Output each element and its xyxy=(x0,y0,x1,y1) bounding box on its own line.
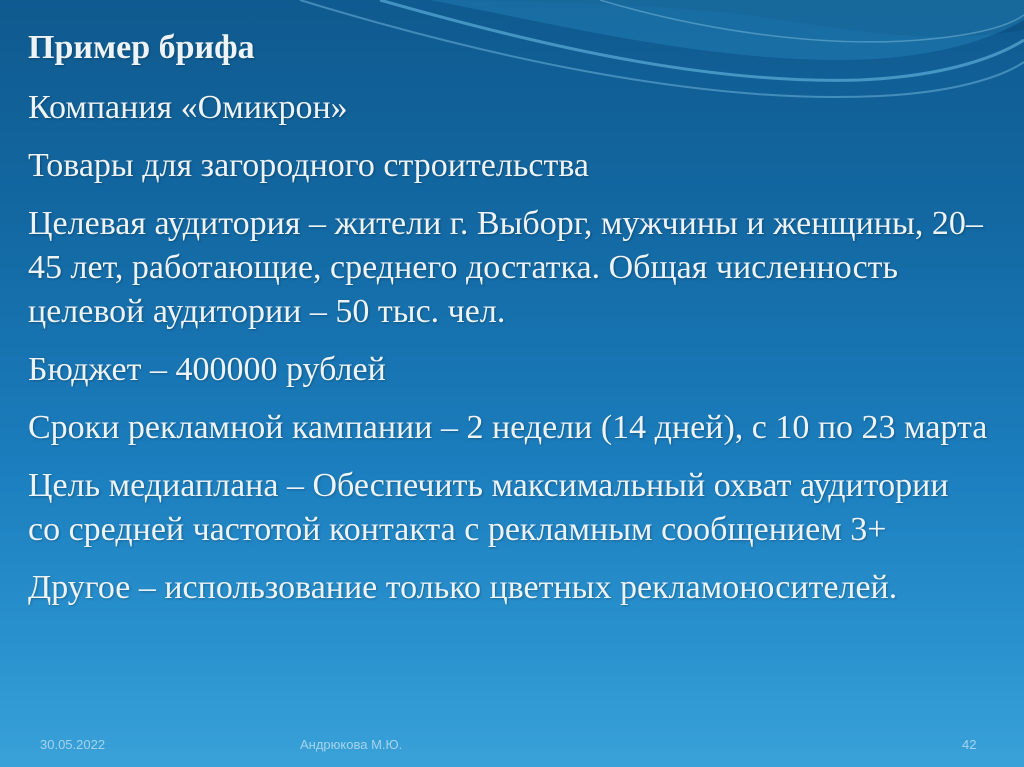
slide-content xyxy=(28,26,988,624)
slide-footer xyxy=(0,735,1024,755)
brief-item-company: Компания «Омикрон» xyxy=(28,89,348,126)
brief-item-media-plan-goal: Цель медиаплана – Обеспечить максимальный охват аудитории со средней частотой контакта с рекламным сообщением 3+ xyxy=(28,467,949,548)
brief-item-target-audience: Целевая аудитория – жители г. Выборг, мужчины и женщины, 20–45 лет, работающие, среднего достатка. Общая численность целевой аудитории – 50 тыс. чел. xyxy=(28,205,983,330)
footer-author: Андрюкова М.Ю. xyxy=(300,737,403,752)
page-number: 42 xyxy=(962,737,977,752)
footer-date: 30.05.2022 xyxy=(40,737,106,752)
slide-title: Пример брифа xyxy=(28,29,255,66)
brief-item-other: Другое – использование только цветных рекламоносителей. xyxy=(28,569,898,606)
brief-item-budget: Бюджет – 400000 рублей xyxy=(28,351,386,388)
brief-item-campaign-dates: Сроки рекламной кампании – 2 недели (14 дней), с 10 по 23 марта xyxy=(28,409,988,446)
brief-item-products: Товары для загородного строительства xyxy=(28,147,590,184)
